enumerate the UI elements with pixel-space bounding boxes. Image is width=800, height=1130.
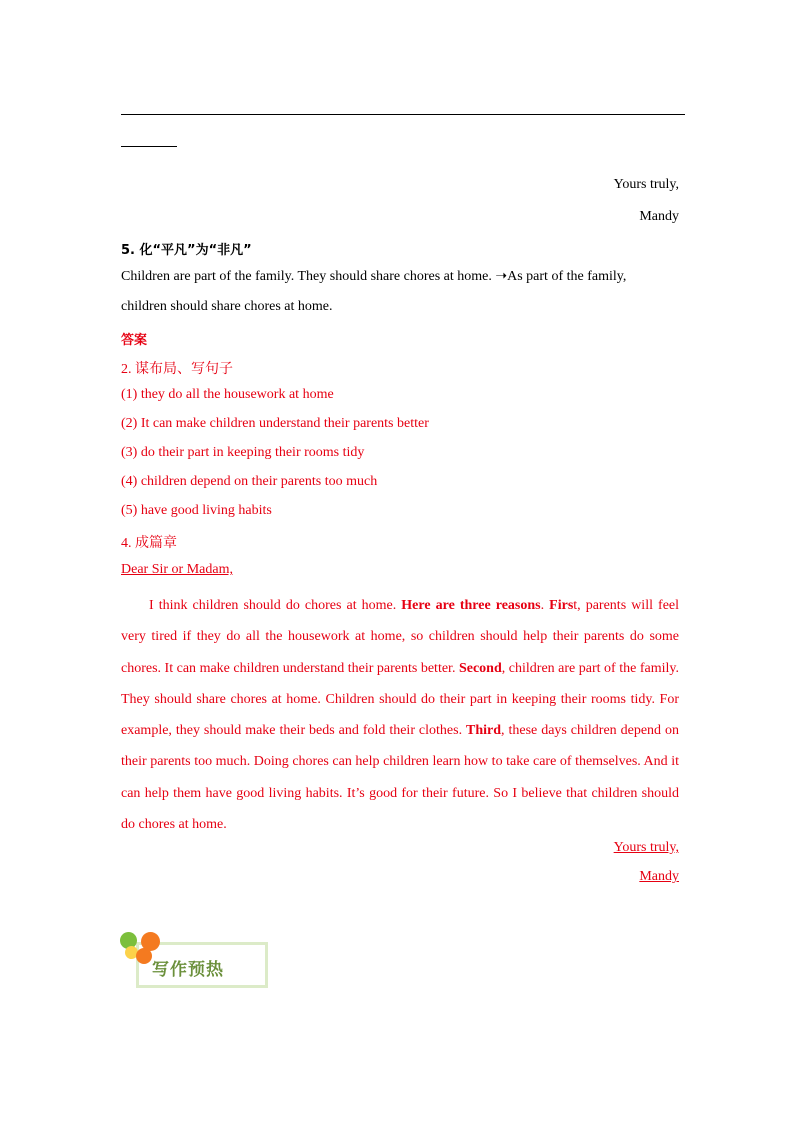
essay-salutation: Dear Sir or Madam, bbox=[121, 562, 233, 577]
orange-small-dot-icon bbox=[136, 948, 152, 964]
letter-closing: Yours truly, bbox=[613, 177, 679, 192]
answer-item-4: (4) children depend on their parents too much bbox=[121, 474, 378, 489]
essay-key-third: Third bbox=[466, 723, 502, 739]
badge-label: 写作预热 bbox=[152, 960, 224, 980]
answer-part-2-heading: 2. 谋布局、写句子 bbox=[121, 362, 233, 377]
essay-key-second: Second bbox=[458, 660, 502, 676]
essay-paragraph: I think children should do chores at home. Here are three reasons. First, parents will feel very tired if they do all the housework at home, so children should help their parents do some chores. It can make children understand their parents better. Second, children are part of the family. They should share chores at home. Children should do their part in keeping their rooms tidy. For example, they should make their beds and fold their clothes. Third, these days children depend on their parents too much. Doing chores can help children learn how to take care of themselves. And it can help them have good living habits. It’s good for their future. So I believe that children should do chores at home. bbox=[121, 598, 680, 833]
section-5-line-1: Children are part of the family. They should share chores at home. ➝As part of the family, bbox=[121, 269, 627, 284]
letter-signature: Mandy bbox=[639, 209, 679, 224]
essay-key-phrase: Here are three reasons bbox=[401, 598, 541, 613]
section-5-line-2: children should share chores at home. bbox=[121, 299, 333, 314]
answer-line-2 bbox=[121, 146, 177, 147]
answer-item-2: (2) It can make children understand their parents better bbox=[121, 416, 429, 431]
essay-signature: Mandy bbox=[639, 869, 679, 884]
essay-key-first: Firs bbox=[549, 598, 574, 613]
answer-part-4-heading: 4. 成篇章 bbox=[121, 536, 177, 551]
answer-line-1 bbox=[121, 114, 685, 115]
section-badge bbox=[120, 930, 280, 998]
answer-item-3: (3) do their part in keeping their rooms tidy bbox=[121, 445, 365, 460]
answers-heading: 答案 bbox=[121, 333, 148, 348]
section-5-heading: 5. 化“平凡”为“非凡” bbox=[121, 243, 252, 258]
answer-item-5: (5) have good living habits bbox=[121, 503, 272, 518]
answer-item-1: (1) they do all the housework at home bbox=[121, 387, 334, 402]
essay-closing: Yours truly, bbox=[613, 840, 679, 855]
